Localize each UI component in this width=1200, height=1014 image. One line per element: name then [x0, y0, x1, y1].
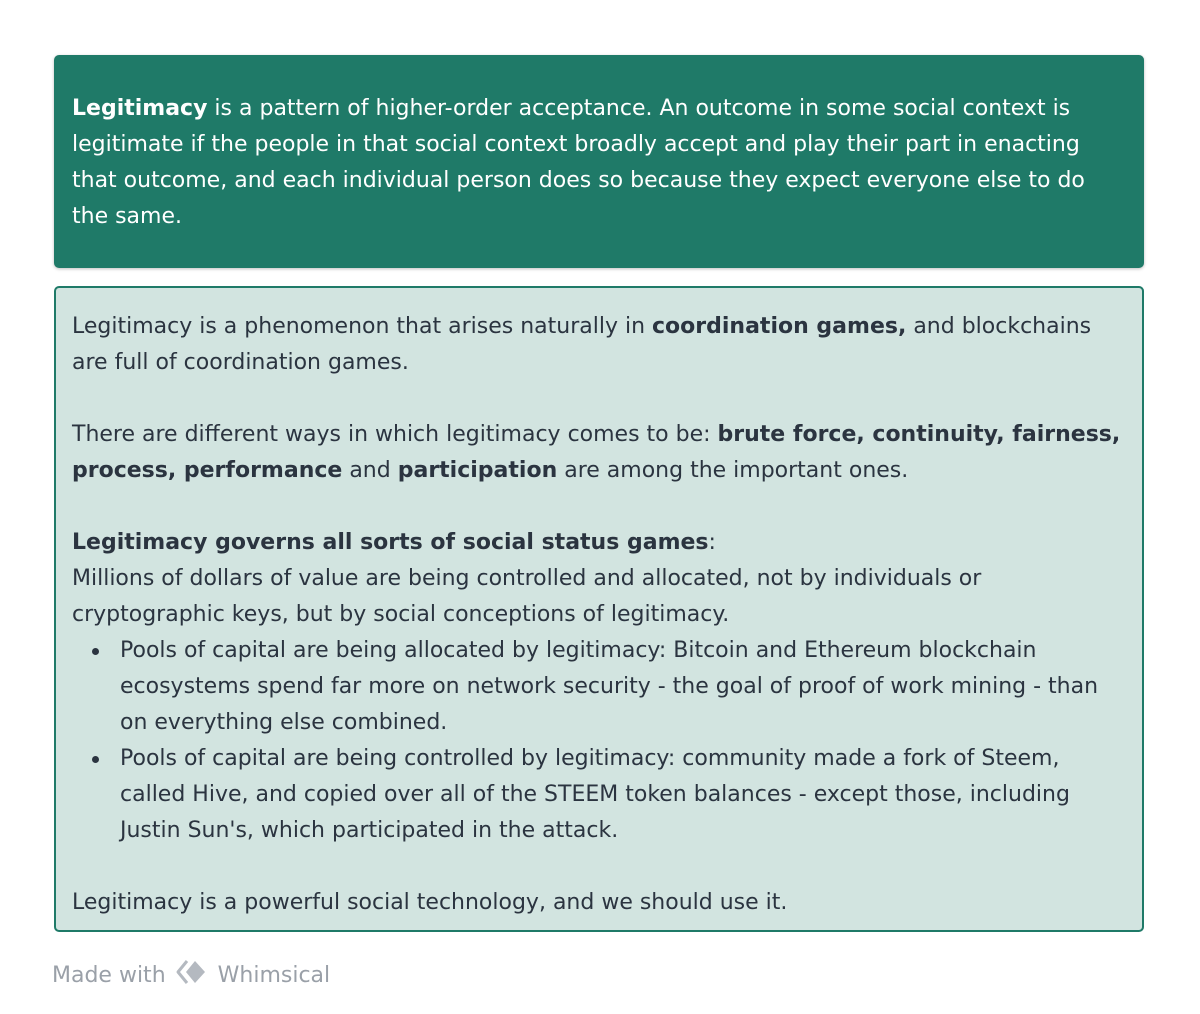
paragraph-status-heading	[72, 525, 1126, 561]
definition-term: Legitimacy	[72, 96, 208, 121]
paragraph-spacer	[72, 381, 1126, 417]
status-heading-bold: Legitimacy governs all sorts of social status games	[72, 530, 709, 555]
list-item-text: Pools of capital are being controlled by legitimacy: community made a fork of Steem, called Hive, and copied over all of the STEEM token balances - except those, including Justin Sun's, which participated in the attack.	[120, 746, 1070, 843]
list-item	[120, 633, 1126, 741]
list-item-text: Pools of capital are being allocated by legitimacy: Bitcoin and Ethereum blockchain ecosystems spend far more on network security - the goal of proof of work mining - than on everything else combined.	[120, 638, 1099, 735]
paragraph-ways-bold-participation: participation	[397, 458, 558, 483]
paragraph-ways-bold-sources: brute force, continuity, fairness, process, performance	[72, 422, 1121, 483]
whimsical-brand-label: Whimsical	[217, 962, 331, 988]
made-with-whimsical-badge[interactable]	[52, 958, 330, 992]
paragraph-status-body: Millions of dollars of value are being controlled and allocated, not by individuals or cryptographic keys, but by social conceptions of legitimacy.	[72, 566, 982, 627]
made-with-label: Made with	[52, 962, 166, 988]
definition-text	[72, 91, 1126, 235]
paragraph-spacer	[72, 849, 1126, 885]
paragraph-coordination-after: and blockchains are full of coordination games.	[72, 314, 1092, 375]
status-heading-colon: :	[708, 530, 716, 555]
definition-body: is a pattern of higher-order acceptance. An outcome in some social context is legitimate if the people in that social context broadly accept and play their part in enacting that outcome, and each individual person does so because they expect everyone else to do the same.	[72, 96, 1085, 229]
paragraph-spacer	[72, 489, 1126, 525]
paragraph-coordination	[72, 309, 1126, 381]
paragraph-coordination-bold: coordination games,	[652, 314, 907, 339]
whimsical-logo-icon	[176, 959, 212, 991]
paragraph-ways	[72, 417, 1126, 489]
definition-card	[54, 55, 1144, 268]
bullet-dot-icon	[92, 648, 99, 655]
details-card	[54, 286, 1144, 932]
paragraph-ways-before: There are different ways in which legitimacy comes to be:	[72, 422, 718, 447]
bullet-list	[72, 633, 1126, 849]
paragraph-conclusion: Legitimacy is a powerful social technology, and we should use it.	[72, 890, 788, 915]
paragraph-ways-mid: and	[342, 458, 398, 483]
list-item	[120, 741, 1126, 849]
paragraph-ways-after: are among the important ones.	[557, 458, 909, 483]
paragraph-coordination-before: Legitimacy is a phenomenon that arises naturally in	[72, 314, 653, 339]
bullet-dot-icon	[92, 756, 99, 763]
